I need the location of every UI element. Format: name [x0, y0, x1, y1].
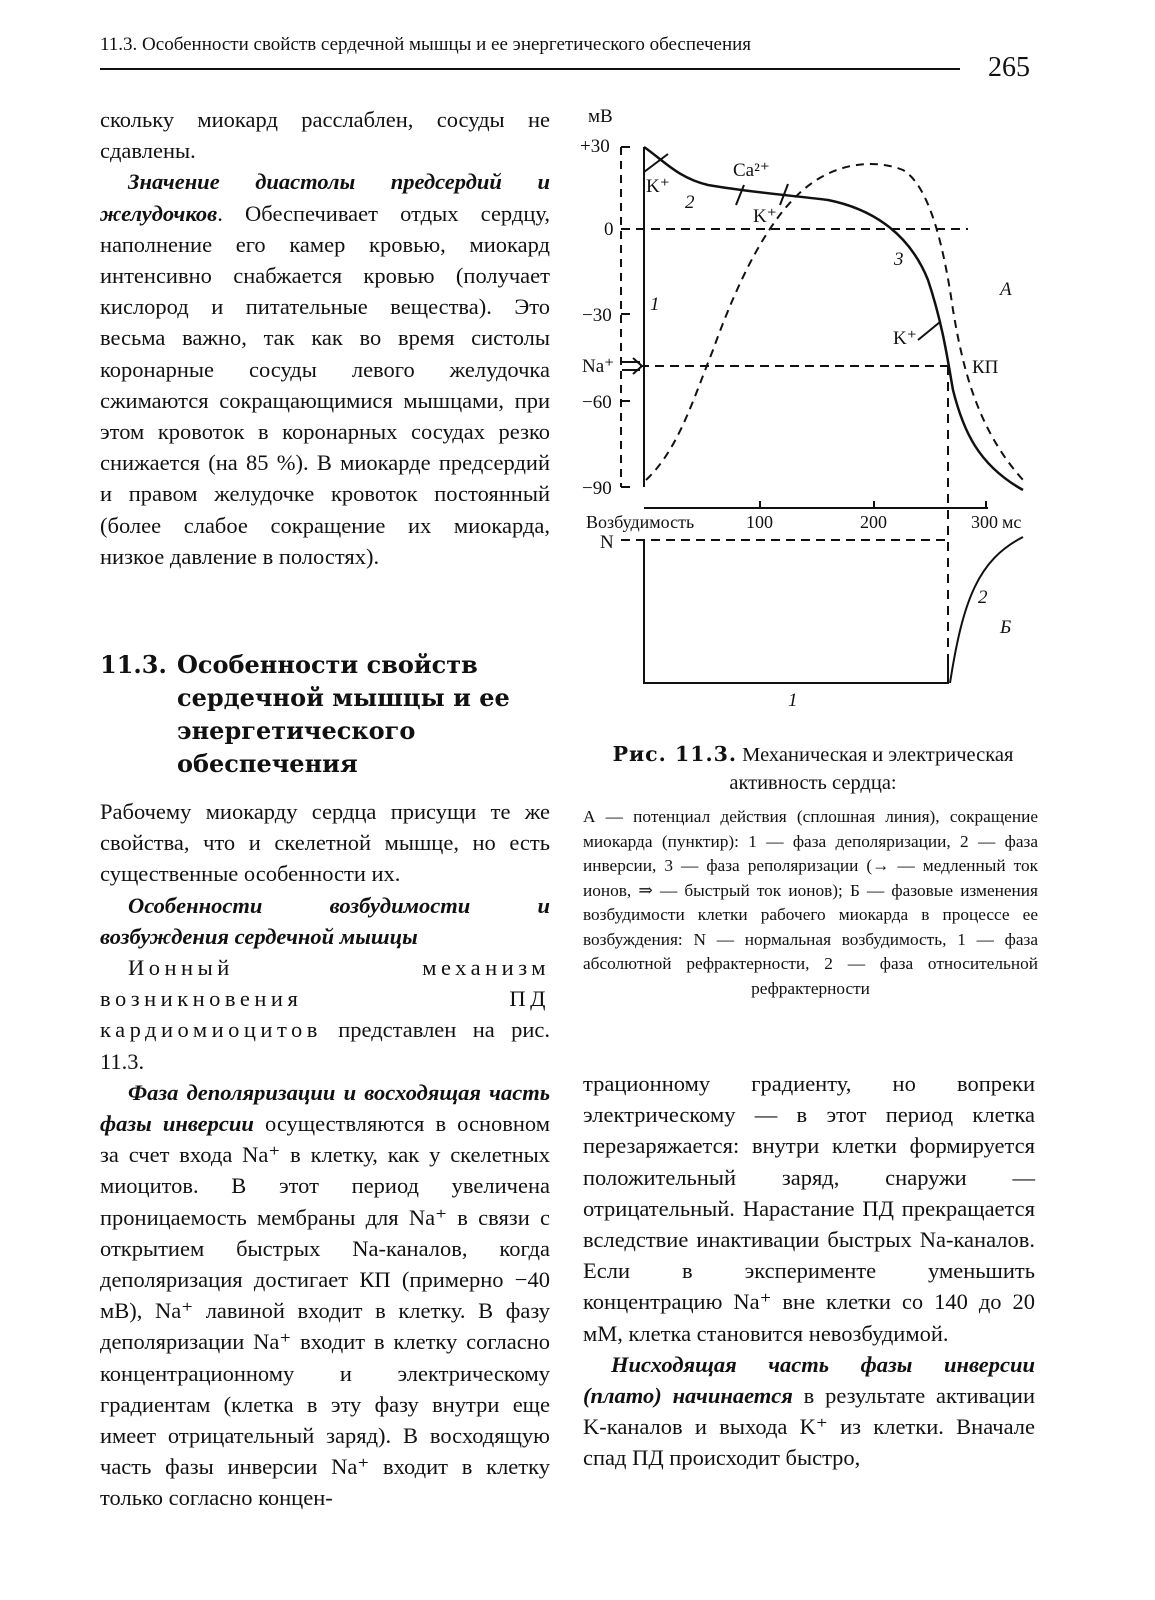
k-arrow-icon [918, 322, 940, 340]
figure-caption-title [583, 740, 1043, 797]
k-label: K⁺ [893, 328, 917, 349]
kp-label: КП [972, 357, 999, 378]
figure-caption-body [583, 805, 1038, 1001]
paragraph [100, 952, 550, 1077]
y-unit: мВ [588, 106, 613, 127]
paragraph: Рабочему миокарду сердца присущи те же свойства, что и скелетной мышце, но есть существенные особенности их. [100, 799, 550, 887]
y-tick-label: 0 [604, 219, 614, 240]
x-tick-label: 100 [746, 512, 773, 532]
section-title: Особенности свойств сердечной мышцы и ее энергетического обеспечения [177, 650, 510, 778]
na-arrowhead-icon [633, 358, 642, 374]
paragraph: трационному градиенту, но вопреки электрическому — в этот период клетка перезаряжается: внутри клетки формируется положительный заряд, снаружи — отрицательный. Нарастание ПД прекращается вследствие инактивации быстрых Na-каналов. Если в эксперименте уменьшить концентрацию Na⁺ вне клетки со 140 до 20 мМ, клетка становится невозбудимой. [583, 1071, 1035, 1346]
n-label: N [600, 532, 614, 553]
subheading: Особенности возбудимости и возбуждения сердечной мышцы [100, 892, 550, 949]
paragraph-lead: Значение диастолы предсердий и желудочков [100, 169, 550, 226]
running-header: 11.3. Особенности свойств сердечной мышцы и ее энергетического обеспечения [100, 34, 752, 55]
x-tick-label: 200 [860, 512, 887, 532]
right-column-bottom [583, 1068, 1035, 1474]
x-tick-label: 300 [971, 512, 998, 532]
y-tick-label: −90 [582, 478, 612, 499]
ca-arrow-icon [736, 185, 744, 205]
paragraph [100, 166, 550, 572]
phase-label: 3 [894, 249, 904, 270]
phase-label: 1 [650, 294, 660, 315]
panel-label-b: Б [1000, 617, 1012, 638]
paragraph-lead: Нисходящая часть фазы инверсии (плато) начинается [583, 1351, 1035, 1409]
paragraph-lead: Фаза деполяризации и восходящая часть фазы инверсии [100, 1079, 550, 1137]
left-column-bottom [100, 796, 550, 1514]
figure-caption-description: А — потенциал действия (сплошная линия), сокращение миокарда (пунктир): 1 — фаза деполяризации, 2 — фаза инверсии, 3 — фаза реполяризации (→ — медленный ток ионов, ⇒ — быстрый ток ионов); Б — фазовые изменения возбудимости клетки рабочего миокарда в процессе ее возбуждения: N — нормальная возбудимость, 1 — фаза абсолютной рефрактерности, 2 — фаза относительной рефрактерности [583, 807, 1038, 998]
absolute-refractory [644, 540, 948, 683]
paragraph-text: представлен на рис. 11.3. [100, 1017, 550, 1074]
relative-refractory-curve [950, 537, 1023, 683]
action-potential-curve [644, 147, 1023, 490]
paragraph-text: осуществляются в основном за счет входа Na⁺ в клетку, как у скелетных миоцитов. В этот период увеличена проницаемость мембраны для Na⁺ в связи с открытием быстрых Na-каналов, когда деполяризация достигает КП (примерно −40 мВ), Na⁺ лавиной входит в клетку. В фазу деполяризации Na⁺ входит в клетку согласно концентрационному и электрическому градиентам (клетка в эту фазу внутри еще имеет отрицательный заряд). В восходящую часть фазы инверсии Na⁺ входит в клетку только согласно концен- [100, 1111, 550, 1511]
k-label: K⁺ [646, 176, 670, 197]
section-number: 11.3. [100, 650, 167, 679]
paragraph [583, 1349, 1035, 1474]
panel-label-a: А [1000, 279, 1012, 300]
b-phase-label: 2 [978, 587, 988, 608]
x-unit: мс [1002, 512, 1022, 532]
paragraph: скольку миокард расслаблен, сосуды не сдавлены. [100, 107, 550, 164]
excitability-label: Возбудимость [586, 512, 695, 532]
phase-label: 2 [685, 192, 695, 213]
header-rule [100, 68, 960, 70]
na-label: Na⁺ [582, 356, 615, 377]
y-tick-label: +30 [580, 136, 610, 157]
figure-11-3 [578, 100, 1038, 720]
k-label: K⁺ [753, 206, 777, 227]
spaced-lead: Ионный механизм возникновения ПД кардиомиоцитов [100, 955, 550, 1043]
figure-caption-label: Рис. 11.3. [612, 742, 738, 766]
left-column-top [100, 104, 550, 572]
y-tick-label: −30 [582, 305, 612, 326]
b-phase-label: 1 [788, 690, 798, 711]
paragraph-text: . Обеспечивает отдых сердцу, наполнение его камер кровью, миокард интенсивно снабжается кровью (получает кислород и питательные вещества). Это весьма важно, так как во время систолы коронарные сосуды левого желудочка сжимаются сокращающимися мышцами, при этом кровоток в коронарных сосудах резко снижается (на 85 %). В миокарде предсердий и правом желудочке кровоток постоянный (более слабое сокращение их миокарда, низкое давление в полостях). [100, 200, 550, 569]
paragraph [100, 1077, 550, 1514]
figure-caption-text: Механическая и электрическая активность сердца: [729, 744, 1014, 794]
paragraph-text: в результате активации K-каналов и выхода K⁺ из клетки. Вначале спад ПД происходит быстро, [583, 1383, 1035, 1471]
ca-label: Ca²⁺ [733, 160, 770, 181]
page-number: 265 [988, 52, 1030, 83]
y-tick-label: −60 [582, 392, 612, 413]
